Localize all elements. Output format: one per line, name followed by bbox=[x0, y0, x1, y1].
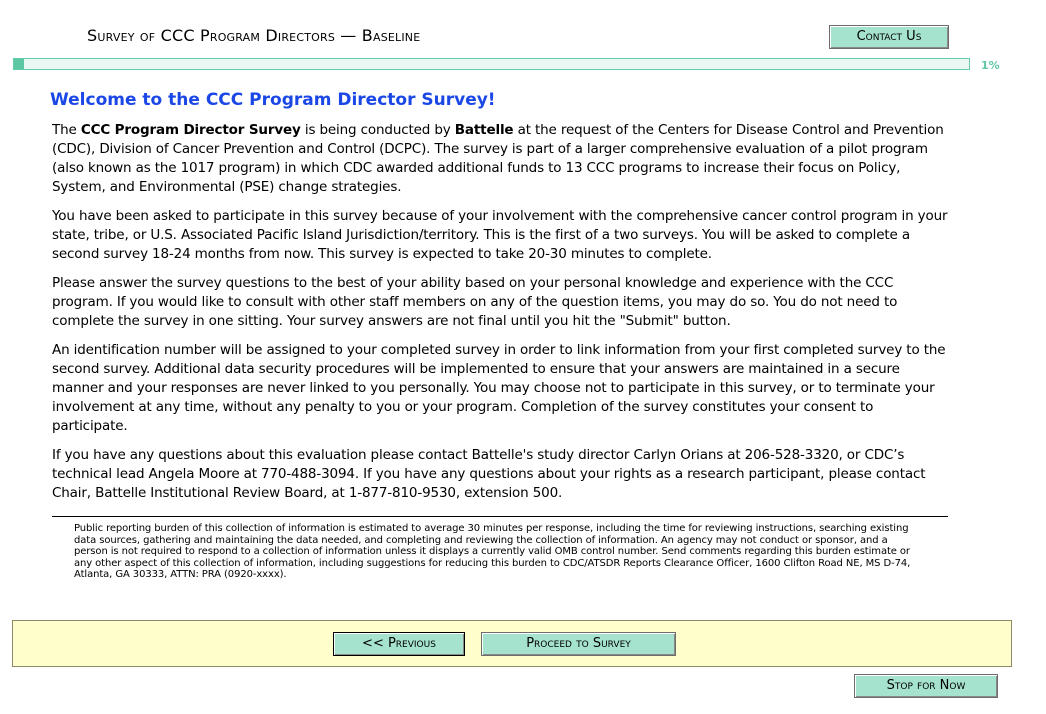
intro-paragraph-5: If you have any questions about this evaluation please contact Battelle's study director Carlyn Orians at 206-528-3320, or CDC’s technical lead Angela Moore at 770-488-3094. If you have any questions about your rights as a research participant, please contact Chair, Battelle Institutional Review Board, at 1-877-810-9530, extension 500. bbox=[52, 447, 926, 501]
divider bbox=[52, 516, 948, 517]
progress-bar-fill bbox=[14, 59, 24, 69]
intro-paragraph-3: Please answer the survey questions to the best of your ability based on your personal knowledge and experience with the CCC program. If you would like to consult with other staff members on any of the question items, you may do so. You do not need to complete the survey in one sitting. Your survey answers are not final until you hit the "Submit" button. bbox=[52, 275, 898, 329]
survey-title: Survey of CCC Program Directors — Baseline bbox=[87, 26, 421, 45]
survey-name: CCC Program Director Survey bbox=[80, 122, 301, 138]
progress-percent: 1% bbox=[981, 59, 1000, 72]
intro-paragraph-2: You have been asked to participate in this survey because of your involvement with the comprehensive cancer control program in your state, tribe, or U.S. Associated Pacific Island Jurisdiction/territory. This is the first of a two surveys. You will be asked to complete a second survey 18-24 months from now. This survey is expected to take 20-30 minutes to complete. bbox=[52, 208, 948, 262]
intro-content bbox=[52, 121, 950, 513]
previous-button[interactable]: << Previous bbox=[333, 632, 465, 656]
welcome-heading: Welcome to the CCC Program Director Survey! bbox=[50, 90, 496, 110]
organization-name: Battelle bbox=[454, 122, 514, 138]
intro-paragraph-4: An identification number will be assigned to your completed survey in order to link information from your first completed survey to the second survey. Additional data security procedures will be implemented to ensure that your answers are maintained in a secure manner and your responses are never linked to you personally. You may choose not to participate in this survey, or to terminate your involvement at any time, without any penalty to you or your program. Completion of the survey constitutes your consent to participate. bbox=[52, 342, 946, 434]
intro-paragraph-1: The CCC Program Director Survey is being conducted by Battelle at the request of the Centers for Disease Control and Prevention (CDC), Division of Cancer Prevention and Control (DCPC). The survey is part of a larger comprehensive evaluation of a pilot program (also known as the 1017 program) in which CDC awarded additional funds to 13 CCC programs to increase their focus on Policy, System, and Environmental (PSE) change strategies. bbox=[52, 122, 944, 195]
progress-bar bbox=[13, 58, 970, 70]
stop-for-now-button[interactable]: Stop for Now bbox=[854, 674, 998, 698]
proceed-to-survey-button[interactable]: Proceed to Survey bbox=[481, 632, 676, 656]
burden-statement: Public reporting burden of this collection of information is estimated to average 30 minutes per response, including the time for reviewing instructions, searching existing data sources, gathering and maintaining the data needed, and completing and reviewing the collection of information. An agency may not conduct or sponsor, and a person is not required to respond to a collection of information unless it displays a currently valid OMB control number. Send comments regarding this burden estimate or any other aspect of this collection of information, including suggestions for reducing this burden to CDC/ATSDR Reports Clearance Officer, 1600 Clifton Road NE, MS D-74, Atlanta, GA 30333, ATTN: PRA (0920-xxxx). bbox=[74, 523, 911, 581]
contact-us-button[interactable]: Contact Us bbox=[829, 25, 949, 49]
